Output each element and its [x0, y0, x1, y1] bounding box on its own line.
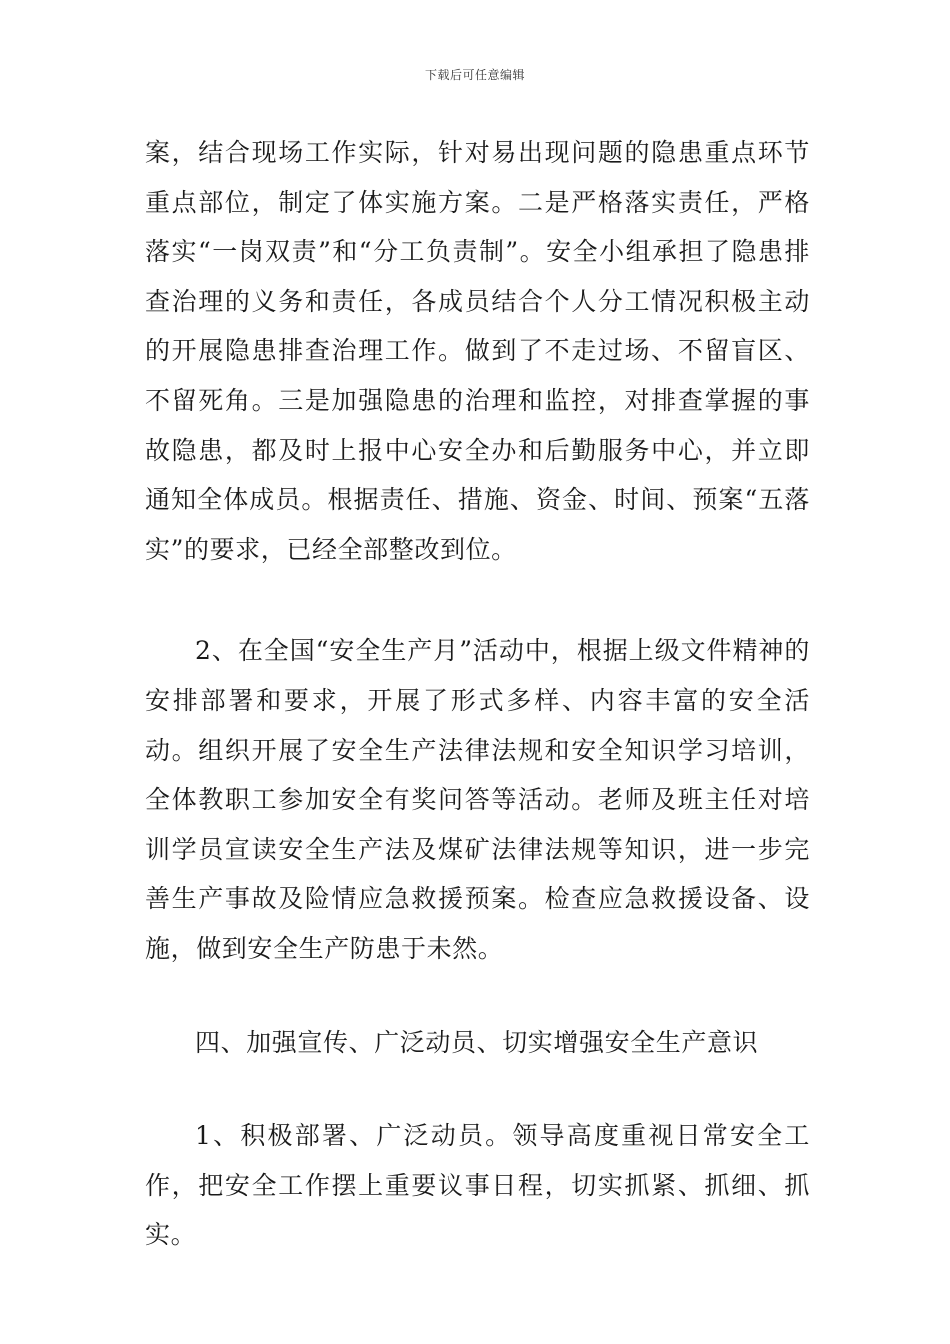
- paragraph-item-2: 2、在全国“安全生产月”活动中，根据上级文件精神的安排部署和要求，开展了形式多样、内容丰富的安全活动。组织开展了安全生产法律法规和安全知识学习培训，全体教职工参加安全有奖问答等活动。老师及班主任对培训学员宣读安全生产法及煤矿法律法规等知识，进一步完善生产事故及险情应急救援预案。检查应急救援设备、设施，做到安全生产防患于未然。: [145, 636, 810, 963]
- paragraph-continuation: 案，结合现场工作实际，针对易出现问题的隐患重点环节重点部位，制定了体实施方案。二是严格落实责任，严格落实“一岗双责”和“分工负责制”。安全小组承担了隐患排查治理的义务和责任，各成员结合个人分工情况积极主动的开展隐患排查治理工作。做到了不走过场、不留盲区、不留死角。三是加强隐患的治理和监控，对排查掌握的事故隐患，都及时上报中心安全办和后勤服务中心，并立即通知全体成员。根据责任、措施、资金、时间、预案“五落实”的要求，已经全部整改到位。: [145, 138, 810, 564]
- document-body: [145, 128, 810, 1260]
- paragraph-spacer: [145, 574, 810, 626]
- paragraph-item-1: 1、积极部署、广泛动员。领导高度重视日常安全工作，把安全工作摆上重要议事日程，切实抓紧、抓细、抓实。: [145, 1121, 810, 1250]
- paragraph-spacer: [145, 1067, 810, 1111]
- paragraph-spacer: [145, 974, 810, 1018]
- page-header-note: 下载后可任意编辑: [424, 68, 525, 82]
- section-heading-4: 四、加强宣传、广泛动员、切实增强安全生产意识: [195, 1027, 759, 1057]
